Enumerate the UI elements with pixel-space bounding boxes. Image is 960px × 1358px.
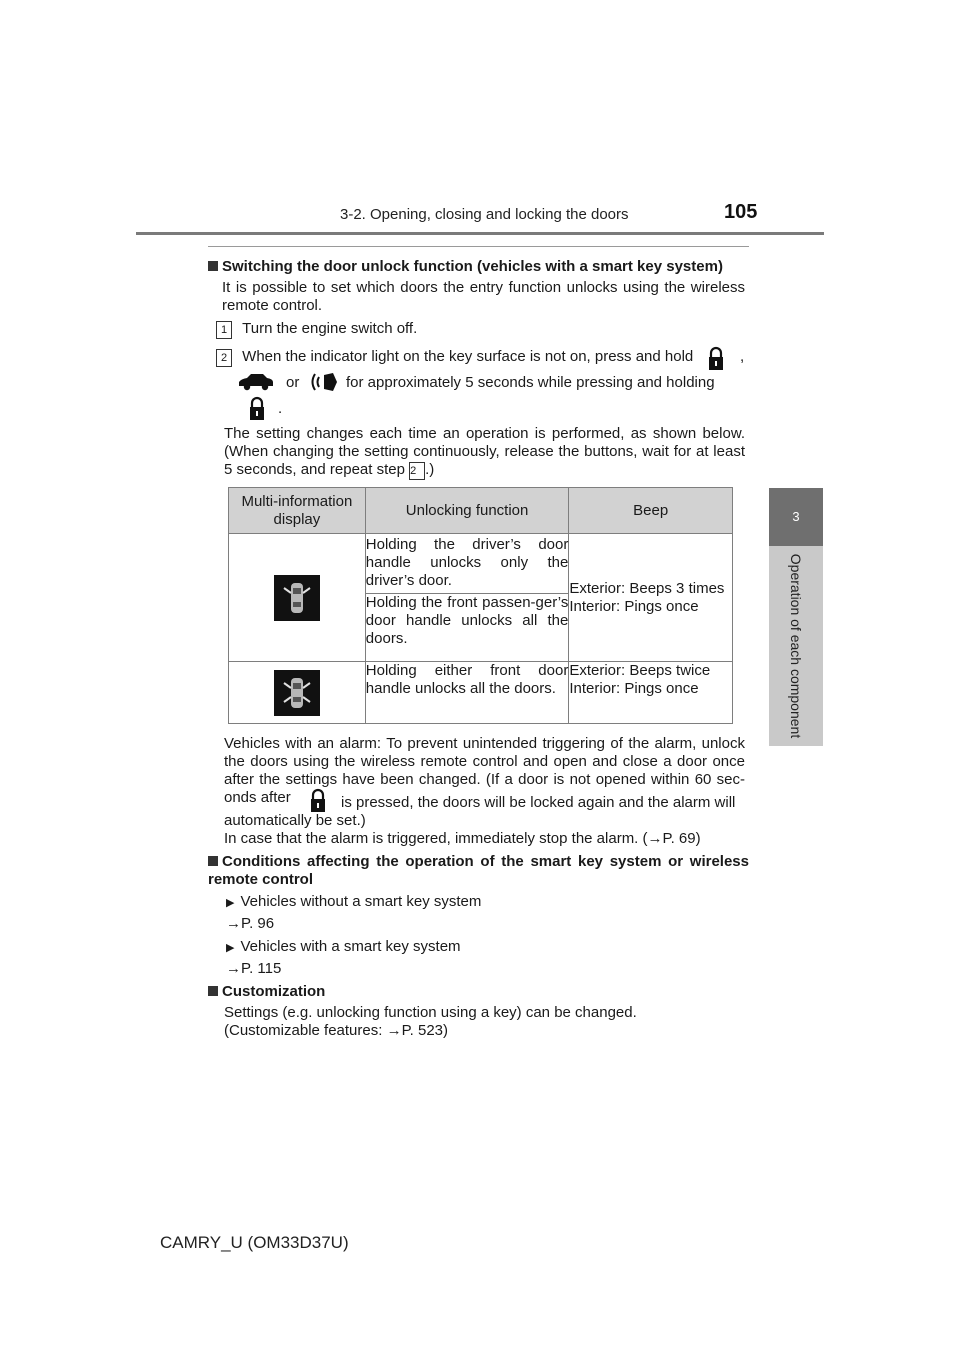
row2-beep: Exterior: Beeps twice Interior: Pings once [569, 662, 733, 724]
table-row [229, 534, 733, 594]
table-header-display: Multi-information display [229, 488, 366, 534]
table-header-beep: Beep [569, 488, 733, 534]
chapter-tab-title: Operation of each component [788, 553, 804, 739]
header-section-title: 3-2. Opening, closing and locking the doors [340, 206, 629, 223]
customization-line-2: (Customizable features: →P. 523) [224, 1022, 448, 1039]
lock-icon [247, 396, 267, 422]
square-bullet-icon [208, 856, 218, 866]
conditions-item-2: ▶ Vehicles with a smart key system [226, 938, 461, 955]
square-bullet-icon [208, 261, 218, 271]
step-2-text-a: When the indicator light on the key surface is not on, press and hold [242, 348, 694, 365]
conditions-heading: Conditions affecting the operation of the smart key system or wireless remote control [208, 853, 749, 888]
car-icon [237, 372, 275, 392]
note-step-ref: 2 [409, 462, 425, 480]
switching-heading: Switching the door unlock function (vehicles with a smart key system) [208, 258, 753, 276]
alarm-note-b: is pressed, the doors will be locked again and the alarm will automatically be set.) [224, 794, 736, 829]
step-2-text-b: for approximately 5 seconds while pressing and holding [346, 374, 715, 391]
setting-note: The setting changes each time an operation is performed, as shown below. (When changing the setting continuously, release the buttons, wait for at least 5 seconds, and repeat step 2 .) [224, 425, 745, 478]
triangle-arrow-icon: ▶ [226, 897, 235, 909]
door-display-icon [274, 575, 320, 621]
door-display-icon [274, 670, 320, 716]
row1-function-a: Holding the driver’s door handle unlocks only the driver’s door. [365, 534, 569, 594]
switching-intro: It is possible to set which doors the entry function unlocks using the wireless remote control. [222, 279, 745, 314]
lock-icon [706, 346, 726, 372]
step-1-text: Turn the engine switch off. [242, 320, 418, 337]
square-bullet-icon [208, 986, 218, 996]
step-2-end: . [278, 400, 283, 417]
alarm-note-a: Vehicles with an alarm: To prevent unintended triggering of the alarm, unlock the doors using the wireless remote control and open and close a door once after the settings have been changed. (If a door is not opened within 60 sec-onds after [224, 735, 745, 806]
row2-function: Holding either front door handle unlocks all the doors. [365, 662, 569, 724]
footer-model: CAMRY_U (OM33D37U) [160, 1233, 349, 1252]
table-row [229, 662, 733, 724]
section-rule [208, 246, 749, 247]
table-header-function: Unlocking function [365, 488, 569, 534]
alarm-note-c: In case that the alarm is triggered, immediately stop the alarm. (→P. 69) [224, 830, 701, 847]
panic-icon [309, 370, 339, 394]
step-1-number: 1 [216, 321, 232, 339]
step-1 [216, 320, 746, 339]
header-rule [136, 232, 824, 235]
table-header-row [229, 488, 733, 534]
chapter-tab-number: 3 [769, 488, 823, 546]
conditions-item-2-ref: →P. 115 [226, 960, 282, 977]
step-2-comma: , [740, 348, 745, 365]
unlock-settings-table [228, 487, 733, 724]
display-cell [229, 534, 366, 662]
row1-function-b: Holding the front passen-ger’s door handle unlocks all the doors. [365, 594, 569, 662]
step-2-number: 2 [216, 349, 232, 367]
conditions-item-1-ref: →P. 96 [226, 915, 275, 932]
row1-beep: Exterior: Beeps 3 times Interior: Pings once [569, 534, 733, 662]
conditions-item-1: ▶ Vehicles without a smart key system [226, 893, 482, 910]
page-number: 105 [724, 201, 758, 223]
step-2-line1 [216, 348, 746, 367]
triangle-arrow-icon: ▶ [226, 942, 235, 954]
customization-heading: Customization [208, 983, 325, 1001]
step-2-or: or [286, 374, 300, 391]
display-cell [229, 662, 366, 724]
chapter-tab [769, 546, 823, 746]
customization-line-1: Settings (e.g. unlocking function using a key) can be changed. [224, 1004, 637, 1021]
